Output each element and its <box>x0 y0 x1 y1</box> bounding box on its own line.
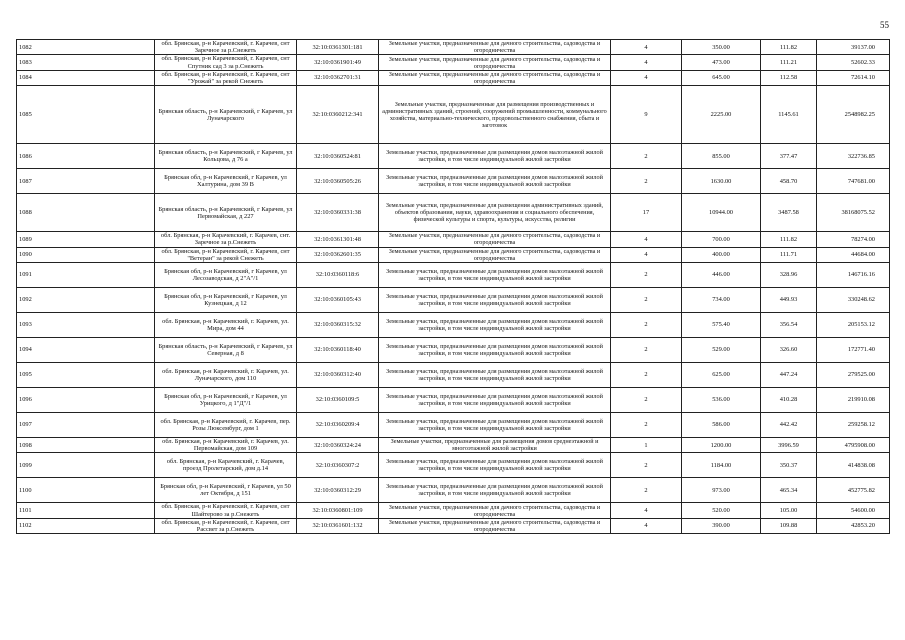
table-row <box>17 232 890 247</box>
cadastral-value-cell: 205153.12 <box>817 313 890 338</box>
group-cell: 4 <box>611 247 682 262</box>
specific-value-cell: 356.54 <box>761 313 817 338</box>
group-cell: 2 <box>611 144 682 169</box>
group-cell: 2 <box>611 413 682 438</box>
group-cell: 4 <box>611 232 682 247</box>
land-use-cell: Земельные участки, предназначенные для дачного строительства, садоводства и огородничества <box>379 55 611 70</box>
area-cell: 390.00 <box>682 518 761 533</box>
cadastral-value-cell: 747681.00 <box>817 169 890 194</box>
cadastral-value-cell: 72614.10 <box>817 70 890 85</box>
table-row <box>17 453 890 478</box>
cadastral-number-cell: 32:10:0360312:29 <box>297 478 379 503</box>
table-row <box>17 86 890 144</box>
address-cell: обл. Брянская, р-н Карачевский, г. Карачев, снт Рассвет за р.Снежеть <box>155 518 297 533</box>
land-use-cell: Земельные участки, предназначенные для размещения домов малоэтажной жилой застройки, в том числе индивидуальной жилой застройки <box>379 453 611 478</box>
cadastral-number-cell: 32:10:0360118:40 <box>297 338 379 363</box>
specific-value-cell: 458.70 <box>761 169 817 194</box>
table-row <box>17 144 890 169</box>
row-number: 1095 <box>17 363 155 388</box>
specific-value-cell: 109.88 <box>761 518 817 533</box>
row-number: 1084 <box>17 70 155 85</box>
area-cell: 645.00 <box>682 70 761 85</box>
group-cell: 4 <box>611 503 682 518</box>
address-cell: Брянская обл, р-н Карачевский, г Карачев, ул Кузнецкая, д 12 <box>155 288 297 313</box>
area-cell: 446.00 <box>682 263 761 288</box>
cadastral-value-table <box>16 39 890 534</box>
cadastral-value-cell: 39137.00 <box>817 40 890 55</box>
specific-value-cell: 328.96 <box>761 263 817 288</box>
cadastral-value-cell: 330248.62 <box>817 288 890 313</box>
group-cell: 4 <box>611 55 682 70</box>
cadastral-value-cell: 52602.33 <box>817 55 890 70</box>
land-use-cell: Земельные участки, предназначенные для дачного строительства, садоводства и огородничества <box>379 232 611 247</box>
specific-value-cell: 350.37 <box>761 453 817 478</box>
area-cell: 700.00 <box>682 232 761 247</box>
cadastral-number-cell: 32:10:0361301:181 <box>297 40 379 55</box>
table-row <box>17 55 890 70</box>
group-cell: 2 <box>611 478 682 503</box>
specific-value-cell: 447.24 <box>761 363 817 388</box>
address-cell: Брянская обл, р-н Карачевский, г Карачев, ул Халтурина, дом 39 В <box>155 169 297 194</box>
area-cell: 586.00 <box>682 413 761 438</box>
table-row <box>17 40 890 55</box>
specific-value-cell: 410.28 <box>761 388 817 413</box>
row-number: 1090 <box>17 247 155 262</box>
row-number: 1101 <box>17 503 155 518</box>
cadastral-value-cell: 78274.00 <box>817 232 890 247</box>
address-cell: обл. Брянская, р-н Карачевский, г. Карачев, проезд Пролетарский, дом д.14 <box>155 453 297 478</box>
specific-value-cell: 111.82 <box>761 40 817 55</box>
group-cell: 2 <box>611 169 682 194</box>
specific-value-cell: 3487.58 <box>761 194 817 232</box>
cadastral-number-cell: 32:10:0362601:35 <box>297 247 379 262</box>
row-number: 1089 <box>17 232 155 247</box>
row-number: 1086 <box>17 144 155 169</box>
cadastral-value-cell: 2548982.25 <box>817 86 890 144</box>
row-number: 1094 <box>17 338 155 363</box>
land-use-cell: Земельные участки, предназначенные для дачного строительства, садоводства и огородничества <box>379 247 611 262</box>
address-cell: обл. Брянская, р-н Карачевский, г. Карачев, снт Спутник сад 3 за р.Снежеть <box>155 55 297 70</box>
row-number: 1098 <box>17 438 155 453</box>
land-use-cell: Земельные участки, предназначенные для размещения домов малоэтажной жилой застройки, в том числе индивидуальной жилой застройки <box>379 144 611 169</box>
land-use-cell: Земельные участки, предназначенные для размещения домов малоэтажной жилой застройки, в том числе индивидуальной жилой застройки <box>379 169 611 194</box>
address-cell: обл. Брянская, р-н Карачевский, г. Карачев, снт Шайтерово за р.Снежеть <box>155 503 297 518</box>
row-number: 1082 <box>17 40 155 55</box>
table-row <box>17 288 890 313</box>
cadastral-value-cell: 44684.00 <box>817 247 890 262</box>
area-cell: 400.00 <box>682 247 761 262</box>
group-cell: 2 <box>611 313 682 338</box>
row-number: 1092 <box>17 288 155 313</box>
table-row <box>17 169 890 194</box>
group-cell: 2 <box>611 288 682 313</box>
group-cell: 2 <box>611 338 682 363</box>
specific-value-cell: 465.34 <box>761 478 817 503</box>
group-cell: 9 <box>611 86 682 144</box>
area-cell: 10944.00 <box>682 194 761 232</box>
table-row <box>17 388 890 413</box>
specific-value-cell: 111.71 <box>761 247 817 262</box>
address-cell: Брянская обл, р-н Карачевский, г Карачев, ул Урицкого, д 1"Д"/1 <box>155 388 297 413</box>
table-body <box>17 40 890 534</box>
cadastral-value-cell: 146716.16 <box>817 263 890 288</box>
land-use-cell: Земельные участки, предназначенные для размещения домов малоэтажной жилой застройки, в том числе индивидуальной жилой застройки <box>379 363 611 388</box>
land-use-cell: Земельные участки, предназначенные для размещения домов малоэтажной жилой застройки, в том числе индивидуальной жилой застройки <box>379 338 611 363</box>
land-use-cell: Земельные участки, предназначенные для размещения административных зданий, объектов образования, науки, здравоохранения и социального обеспечения, физической культуры и спорта, культуры, искусства, религии <box>379 194 611 232</box>
group-cell: 2 <box>611 263 682 288</box>
address-cell: обл. Брянская, р-н Карачевский, г. Карачев, ул. Луначарского, дом 110 <box>155 363 297 388</box>
land-use-cell: Земельные участки, предназначенные для размещения домов среднеэтажной и многоэтажной жилой застройки <box>379 438 611 453</box>
group-cell: 4 <box>611 40 682 55</box>
land-use-cell: Земельные участки, предназначенные для дачного строительства, садоводства и огородничества <box>379 40 611 55</box>
cadastral-value-cell: 279525.00 <box>817 363 890 388</box>
table-row <box>17 413 890 438</box>
cadastral-number-cell: 32:10:0360105:43 <box>297 288 379 313</box>
area-cell: 575.40 <box>682 313 761 338</box>
address-cell: обл. Брянская, р-н Карачевский, г. Карачев, снт "Ветеран" за рекой Снежеть <box>155 247 297 262</box>
table-row <box>17 70 890 85</box>
land-use-cell: Земельные участки, предназначенные для дачного строительства, садоводства и огородничества <box>379 70 611 85</box>
address-cell: Брянская область, р-н Карачевский, г Карачев, ул Кольцова, д 76 а <box>155 144 297 169</box>
cadastral-number-cell: 32:10:0360801:109 <box>297 503 379 518</box>
address-cell: Брянская обл, р-н Карачевский, г Карачев, ул Лесозаводская, д 2"А"/1 <box>155 263 297 288</box>
land-use-cell: Земельные участки, предназначенные для размещения домов малоэтажной жилой застройки, в том числе индивидуальной жилой застройки <box>379 263 611 288</box>
cadastral-number-cell: 32:10:0360505:26 <box>297 169 379 194</box>
land-use-cell: Земельные участки, предназначенные для размещения домов малоэтажной жилой застройки, в том числе индивидуальной жилой застройки <box>379 478 611 503</box>
cadastral-value-cell: 172771.40 <box>817 338 890 363</box>
row-number: 1093 <box>17 313 155 338</box>
address-cell: Брянская область, р-н Карачевский, г Карачев, ул Первомайская, д 227 <box>155 194 297 232</box>
address-cell: обл. Брянская, р-н Карачевский, г. Карачев, пер. Розы Люксембург, дом 1 <box>155 413 297 438</box>
row-number: 1083 <box>17 55 155 70</box>
table-row <box>17 478 890 503</box>
cadastral-value-cell: 452775.82 <box>817 478 890 503</box>
cadastral-value-cell: 42853.20 <box>817 518 890 533</box>
specific-value-cell: 326.60 <box>761 338 817 363</box>
row-number: 1099 <box>17 453 155 478</box>
cadastral-number-cell: 32:10:0361901:49 <box>297 55 379 70</box>
table-row <box>17 503 890 518</box>
specific-value-cell: 111.82 <box>761 232 817 247</box>
group-cell: 2 <box>611 363 682 388</box>
cadastral-number-cell: 32:10:0361301:48 <box>297 232 379 247</box>
cadastral-number-cell: 32:10:0360209:4 <box>297 413 379 438</box>
table-row <box>17 438 890 453</box>
cadastral-value-cell: 414838.08 <box>817 453 890 478</box>
row-number: 1085 <box>17 86 155 144</box>
table-row <box>17 247 890 262</box>
cadastral-number-cell: 32:10:0360312:40 <box>297 363 379 388</box>
specific-value-cell: 442.42 <box>761 413 817 438</box>
address-cell: обл. Брянская, р-н Карачевский, г. Карачев, ул. Первомайская, дом 109 <box>155 438 297 453</box>
row-number: 1102 <box>17 518 155 533</box>
group-cell: 2 <box>611 453 682 478</box>
cadastral-value-cell: 38168075.52 <box>817 194 890 232</box>
cadastral-number-cell: 32:10:0360212:341 <box>297 86 379 144</box>
address-cell: обл. Брянская, р-н Карачевский, г. Карачев, ул. Мира, дом 44 <box>155 313 297 338</box>
table-row <box>17 313 890 338</box>
cadastral-value-cell: 54600.00 <box>817 503 890 518</box>
area-cell: 473.00 <box>682 55 761 70</box>
area-cell: 625.00 <box>682 363 761 388</box>
land-use-cell: Земельные участки, предназначенные для размещения домов малоэтажной жилой застройки, в том числе индивидуальной жилой застройки <box>379 413 611 438</box>
cadastral-number-cell: 32:10:0362701:31 <box>297 70 379 85</box>
table-row <box>17 518 890 533</box>
group-cell: 2 <box>611 388 682 413</box>
address-cell: Брянская область, р-н Карачевский, г Карачев, ул Северная, д 8 <box>155 338 297 363</box>
cadastral-value-cell: 259258.12 <box>817 413 890 438</box>
area-cell: 855.00 <box>682 144 761 169</box>
land-use-cell: Земельные участки, предназначенные для размещения домов малоэтажной жилой застройки, в том числе индивидуальной жилой застройки <box>379 288 611 313</box>
row-number: 1096 <box>17 388 155 413</box>
area-cell: 350.00 <box>682 40 761 55</box>
specific-value-cell: 111.21 <box>761 55 817 70</box>
row-number: 1088 <box>17 194 155 232</box>
cadastral-number-cell: 32:10:0360315:32 <box>297 313 379 338</box>
address-cell: обл. Брянская, р-н Карачевский, г. Карачев, снт. Заречное за р.Снежеть <box>155 232 297 247</box>
area-cell: 1184.00 <box>682 453 761 478</box>
specific-value-cell: 449.93 <box>761 288 817 313</box>
area-cell: 529.00 <box>682 338 761 363</box>
address-cell: Брянская область, р-н Карачевский, г Карачев, ул Луначарского <box>155 86 297 144</box>
specific-value-cell: 377.47 <box>761 144 817 169</box>
address-cell: Брянская обл, р-н Карачевский, г Карачев, ул 50 лет Октября, д 151 <box>155 478 297 503</box>
cadastral-number-cell: 32:10:0360324:24 <box>297 438 379 453</box>
group-cell: 4 <box>611 518 682 533</box>
area-cell: 973.00 <box>682 478 761 503</box>
row-number: 1097 <box>17 413 155 438</box>
specific-value-cell: 105.00 <box>761 503 817 518</box>
specific-value-cell: 3996.59 <box>761 438 817 453</box>
row-number: 1087 <box>17 169 155 194</box>
area-cell: 2225.00 <box>682 86 761 144</box>
cadastral-value-cell: 322736.85 <box>817 144 890 169</box>
land-use-cell: Земельные участки, предназначенные для дачного строительства, садоводства и огородничества <box>379 503 611 518</box>
specific-value-cell: 112.58 <box>761 70 817 85</box>
page-number: 55 <box>880 20 889 30</box>
table-row <box>17 263 890 288</box>
area-cell: 1630.00 <box>682 169 761 194</box>
cadastral-number-cell: 32:10:0361601:132 <box>297 518 379 533</box>
land-use-cell: Земельные участки, предназначенные для размещения производственных и административных зданий, строений, сооружений промышленности, коммунального хозяйства, материально-технического, продовольственного снабжения, сбыта и заготовок <box>379 86 611 144</box>
table-row <box>17 194 890 232</box>
area-cell: 536.00 <box>682 388 761 413</box>
table-row <box>17 338 890 363</box>
cadastral-value-cell: 4795908.00 <box>817 438 890 453</box>
land-use-cell: Земельные участки, предназначенные для размещения домов малоэтажной жилой застройки, в том числе индивидуальной жилой застройки <box>379 313 611 338</box>
address-cell: обл. Брянская, р-н Карачевский, г. Карачев, снт Заречное за р.Снежеть <box>155 40 297 55</box>
cadastral-number-cell: 32:10:0360524:81 <box>297 144 379 169</box>
group-cell: 4 <box>611 70 682 85</box>
cadastral-number-cell: 32:10:0360109:5 <box>297 388 379 413</box>
row-number: 1091 <box>17 263 155 288</box>
cadastral-number-cell: 32:10:0360118:6 <box>297 263 379 288</box>
area-cell: 520.00 <box>682 503 761 518</box>
specific-value-cell: 1145.61 <box>761 86 817 144</box>
area-cell: 734.00 <box>682 288 761 313</box>
area-cell: 1200.00 <box>682 438 761 453</box>
land-use-cell: Земельные участки, предназначенные для размещения домов малоэтажной жилой застройки, в том числе индивидуальной жилой застройки <box>379 388 611 413</box>
cadastral-number-cell: 32:10:0360331:38 <box>297 194 379 232</box>
group-cell: 17 <box>611 194 682 232</box>
group-cell: 1 <box>611 438 682 453</box>
row-number: 1100 <box>17 478 155 503</box>
table-row <box>17 363 890 388</box>
cadastral-value-cell: 219910.08 <box>817 388 890 413</box>
cadastral-number-cell: 32:10:0360307:2 <box>297 453 379 478</box>
address-cell: обл. Брянская, р-н Карачевский, г. Карачев, снт "Урожай" за рекой Снежеть <box>155 70 297 85</box>
land-use-cell: Земельные участки, предназначенные для дачного строительства, садоводства и огородничества <box>379 518 611 533</box>
